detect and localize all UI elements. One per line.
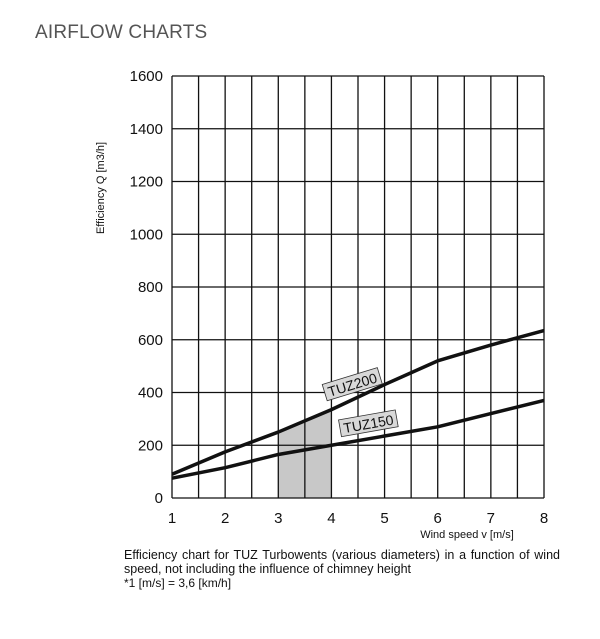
x-tick-label: 3 — [274, 510, 283, 527]
x-tick-label: 6 — [433, 510, 442, 527]
x-tick-label: 5 — [380, 510, 389, 527]
y-tick-label: 400 — [137, 384, 163, 402]
x-axis-label: Wind speed v [m/s] — [420, 529, 514, 541]
caption-text: Efficiency chart for TUZ Turbowents (various diameters) in a function of wind speed, not including the influence of chimney height — [124, 548, 560, 576]
series-label-text: TUZ200 — [325, 369, 379, 400]
y-tick-label: 800 — [137, 279, 163, 296]
page-title: AIRFLOW CHARTS — [35, 22, 208, 43]
y-tick-label: 200 — [137, 437, 163, 455]
x-tick-label: 7 — [486, 510, 496, 527]
y-axis-label: Efficiency Q [m3/h] — [95, 141, 107, 235]
x-tick-label: 1 — [167, 510, 177, 527]
y-tick-label: 1400 — [129, 120, 163, 138]
y-tick-label: 1200 — [129, 173, 163, 191]
series-label-tuz150 — [339, 410, 399, 437]
y-tick-label: 1600 — [129, 68, 163, 85]
unit-note: *1 [m/s] = 3,6 [km/h] — [124, 576, 232, 590]
x-tick-label: 8 — [539, 510, 549, 527]
series-label-text: TUZ150 — [342, 411, 395, 437]
x-tick-label: 2 — [220, 510, 230, 527]
y-tick-label: 600 — [137, 331, 163, 349]
y-tick-label: 1000 — [129, 226, 163, 244]
y-tick-label: 0 — [154, 490, 163, 507]
chart-caption — [124, 548, 560, 590]
x-tick-label: 4 — [327, 510, 336, 527]
